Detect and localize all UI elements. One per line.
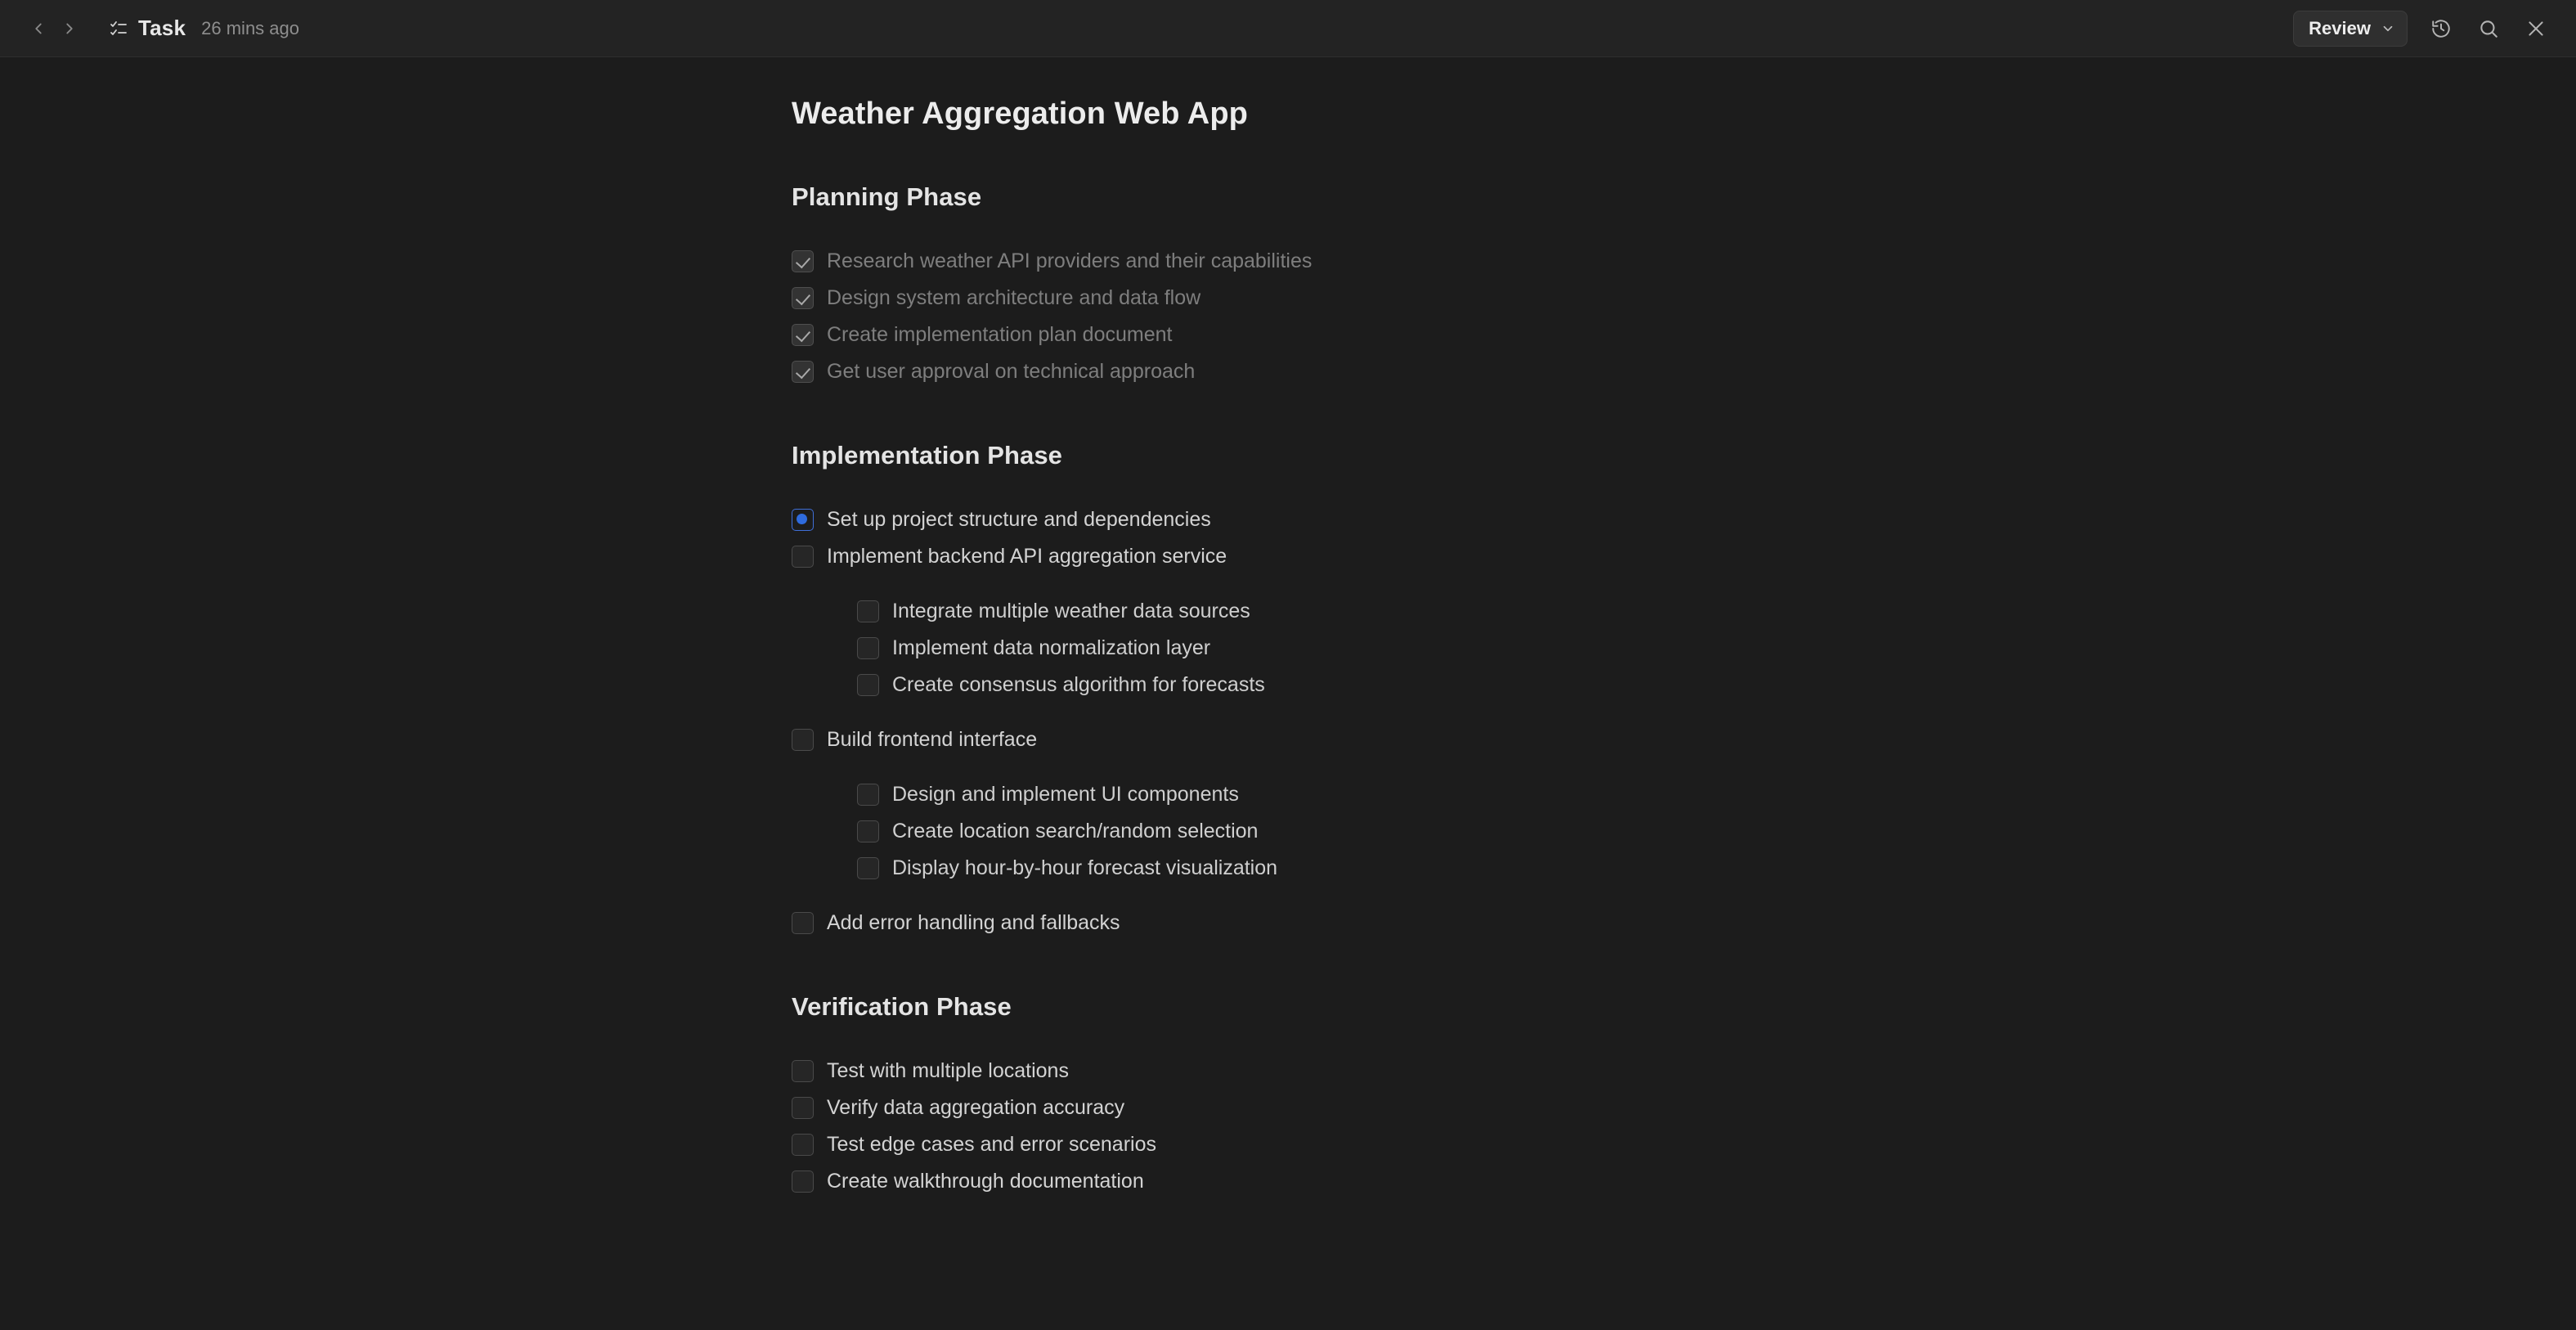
todo-item[interactable] [792,721,2018,758]
checkbox-checked-icon[interactable] [792,324,814,346]
todo-item-label: Get user approval on technical approach [827,360,1196,383]
todo-item[interactable] [792,905,2018,941]
todo-item-label: Implement backend API aggregation service [827,545,1227,568]
task-breadcrumb[interactable] [108,16,299,41]
todo-item[interactable] [792,1090,2018,1126]
checkbox-empty-icon[interactable] [792,1134,814,1156]
section-heading: Implementation Phase [792,441,1063,470]
sections-container [792,182,2018,1200]
section-heading: Verification Phase [792,992,1012,1021]
todo-item-label: Create walkthrough documentation [827,1170,1144,1193]
todo-item[interactable] [792,1126,2018,1163]
checkbox-empty-icon[interactable] [857,857,879,879]
task-list-icon [108,18,129,39]
checkbox-checked-icon[interactable] [792,361,814,383]
todo-item-label: Build frontend interface [827,728,1038,751]
spacer [792,703,2018,721]
search-icon[interactable] [2475,15,2502,43]
todo-item-label: Set up project structure and dependencies [827,508,1211,531]
todo-item[interactable] [857,813,2018,850]
spacer [792,887,2018,905]
chevron-down-icon [2381,21,2395,36]
todo-item[interactable] [792,317,2018,353]
todo-item[interactable] [792,501,2018,538]
todo-item[interactable] [792,280,2018,317]
task-document [0,57,2576,1330]
chevron-left-icon[interactable] [29,20,47,38]
checkbox-empty-icon[interactable] [792,546,814,568]
page-title: Task [138,16,186,40]
todo-item[interactable] [792,538,2018,575]
todo-list [792,501,2018,941]
checkbox-empty-icon[interactable] [857,674,879,696]
todo-item-label: Implement data normalization layer [892,636,1211,659]
checkbox-checked-icon[interactable] [792,287,814,309]
todo-item-label: Create consensus algorithm for forecasts [892,673,1265,696]
todo-item[interactable] [857,593,2018,630]
section-heading: Planning Phase [792,182,982,211]
radio-active-icon[interactable] [792,509,814,531]
chevron-right-icon[interactable] [61,20,79,38]
todo-item-label: Display hour-by-hour forecast visualization [892,856,1278,879]
todo-item-label: Research weather API providers and their capabilities [827,249,1313,272]
navigation-arrows [29,20,79,38]
checkbox-empty-icon[interactable] [857,820,879,842]
todo-item[interactable] [857,776,2018,813]
todo-list [792,243,2018,390]
todo-item[interactable] [792,243,2018,280]
todo-item[interactable] [857,630,2018,667]
checkbox-empty-icon[interactable] [792,1097,814,1119]
review-button[interactable] [2293,11,2408,47]
document-title: Weather Aggregation Web App [792,97,1248,131]
todo-item-label: Create location search/random selection [892,820,1259,842]
todo-item[interactable] [792,353,2018,390]
todo-item-label: Integrate multiple weather data sources [892,600,1250,622]
topbar-actions [2293,11,2558,47]
checkbox-empty-icon[interactable] [857,784,879,806]
spacer [792,758,2018,776]
todo-item-label: Test with multiple locations [827,1059,1069,1082]
todo-list [792,1053,2018,1200]
todo-item[interactable] [792,1163,2018,1200]
checkbox-empty-icon[interactable] [857,600,879,622]
top-bar [0,0,2576,57]
checkbox-empty-icon[interactable] [792,912,814,934]
todo-item[interactable] [792,1053,2018,1090]
spacer [792,575,2018,593]
todo-item-label: Create implementation plan document [827,323,1173,346]
checkbox-empty-icon[interactable] [792,1060,814,1082]
todo-item-label: Test edge cases and error scenarios [827,1133,1156,1156]
checkbox-checked-icon[interactable] [792,250,814,272]
checkbox-empty-icon[interactable] [792,729,814,751]
close-icon[interactable] [2522,15,2550,43]
checkbox-empty-icon[interactable] [857,637,879,659]
document-content [792,57,2018,1200]
history-icon[interactable] [2427,15,2455,43]
checkbox-empty-icon[interactable] [792,1170,814,1193]
todo-item[interactable] [857,850,2018,887]
todo-item-label: Add error handling and fallbacks [827,911,1120,934]
todo-item[interactable] [857,667,2018,703]
review-button-label: Review [2309,17,2371,38]
todo-item-label: Verify data aggregation accuracy [827,1096,1125,1119]
todo-item-label: Design and implement UI components [892,783,1239,806]
todo-item-label: Design system architecture and data flow [827,286,1201,309]
task-timestamp: 26 mins ago [201,17,299,38]
